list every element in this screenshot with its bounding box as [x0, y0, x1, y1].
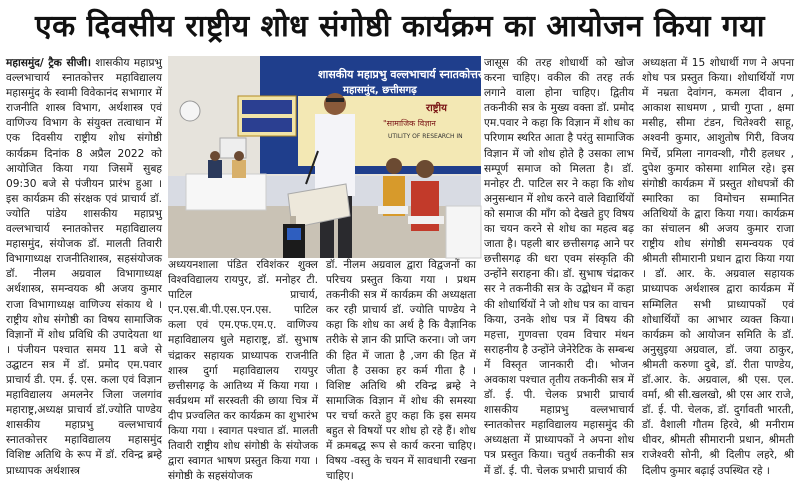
- banner-text-4: "सामाजिक विज्ञान: [383, 119, 436, 128]
- column-1-text: शासकीय महाप्रभु वल्लभाचार्य स्नातकोत्तर महाविद्यालय महासमुंद के स्वामी विवेकानंद सभागार में राजनीति शास्त्र विभाग, अर्थशास्त्र एवं वाणिज्य विभाग के संयुक्त तत्वाधान में एक दिवसीय राष्ट्रीय शोध संगोष्ठी कार्यक्रम दिनांक 8 अप्रैल 2022 को आयोजित किया गया जिसमें सुबह 09:30 बजे से पंजीयन प्रारंभ हुआ । इस कार्यक्रम की संरक्षक एवं प्राचार्य डॉ. ज्योति पांडेय शासकीय महाप्रभु वल्लभाचार्य स्नातकोत्तर महाविद्यालय महासमुंद, संयोजक डॉ. मालती तिवारी विभागाध्यक्ष राजनीतिशास्त्र, सहसंयोजक डॉ. नीलम अग्रवाल विभागाध्यक्ष अर्थशास्त्र, समन्वयक श्री अजय कुमार राजा विभागाध्यक्ष वाणिज्य संकाय थे । राष्ट्रीय शोध संगोष्ठी का विषय सामाजिक विज्ञानों में शोध प्रविधि की उपादेयता था । पंजीयन पश्चात समय 11 बजे से उद्घाटन सत्र में डॉ. प्रमोद एम.पवार प्राचार्य डी. एम. ई. एस. कला एवं विज्ञान महाविद्यालय अमलनेर जिला जलगांव महाराष्ट्र,अध्यक्ष प्राचार्य डॉ.ज्योति पाण्डेय शासकीय महाप्रभु वल्लभाचार्य स्नातकोत्तर महाविद्यालय महासमुंद विशिष्ट अतिथि के रूप में डॉ. रविन्द्र ब्रम्हे प्राध्यापक अर्थशास्त्र: [6, 57, 163, 477]
- photo-illustration: [168, 56, 535, 258]
- article-column-2: [168, 258, 318, 483]
- column-2-text: अध्ययनशाला पंडित रविशंकर शुक्ल विश्वविद्यालय रायपुर, डॉ. मनोहर टी. पाटिल प्राचार्य, एन.एस.बी.पी.एस.एन.एस. पाटिल कला एवं एम.एफ.एम.ए. वाणिज्य महाविद्यालय धुले महाराष्ट्र, डॉ. सुभाष चंद्राकर सहायक प्राध्यापक राजनीति शास्त्र दुर्गा महाविद्यालय रायपुर छत्तीसगढ़ के आतिथ्य में किया गया । सर्वप्रथम माँ सरस्वती की छाया चित्र में दीप प्रज्वलित कर कार्यक्रम का शुभारंभ किया गया । स्वागत पश्चात डॉ. मालती तिवारी राष्ट्रीय शोध संगोष्ठी के संयोजक द्वारा स्वागत भाषण प्रस्तुत किया गया । संगोष्ठी के सहसंयोजक: [168, 259, 318, 483]
- article-column-1: [6, 56, 162, 478]
- speaker: [315, 114, 355, 196]
- table: [186, 174, 266, 210]
- column-4-text: जासूस की तरह शोधार्थी को खोज करना चाहिए। वकील की तरह तर्क लगाने वाला होना चाहिए। द्वितीय तकनीकी सत्र के मुख्य वक्ता डॉ. प्रमोद एम.पवार ने कहा कि विज्ञान में शोध का परिणाम स्थरित आता है परंतु सामाजिक विज्ञान में जो शोध होते है उसका लाभ सम्पूर्ण समाज को मिलता है। डॉ. मनोहर टी. पाटिल सर ने कहा कि शोध अनुसन्धान में शोध करने वाले विद्यार्थियों को समाज की माँग को देखते हुए विषय का चयन करने से शोध का महत्व बढ़ जाता है। पहली बार छत्तीसगढ़ आने पर छत्तीसगढ़ की धरा एवम संस्कृति की उन्होंने सराहना की। डॉ. सुभाष चंद्राकर सर ने तकनीकी सत्र के उद्बोधन में कहा की शोधार्थियों ने जो शोध पत्र का वाचन किया, उनके शोध पत्र में विषय की महत्ता, गुणवत्ता एवम विचार मंथन सराहनीय है उन्होंने जेनेरेटिक के सम्बन्ध में विस्तृत जानकारी दी। भोजन अवकाश पश्चात तृतीय तकनीकी सत्र में डॉ. ई. पी. चेलक प्रभारी प्राचार्य शासकीय महाप्रभु वल्लभाचार्य स्नातकोत्तर महाविद्यालय महासमुंद की अध्यक्षता में प्राध्यापकों ने अपना शोध पत्र प्रस्तुत किया। चतुर्थ तकनीकी सत्र में डॉ. ई. पी. चेलक प्रभारी प्राचार्य की: [484, 57, 634, 477]
- wall-fan: [180, 101, 200, 121]
- column-5-text: अध्यक्षता में 15 शोधार्थी गण ने अपना शोध पत्र प्रस्तुत किया। शोधार्थियों गण में नम्रता देवांगन, कमला दीवान , आकाश साधमण , प्राची गुप्ता , क्षमा मसीह, सीमा टंडन, चितेश्वरी साहू, अश्वनी कुमार, आशुतोष गिरी, विजय मिर्चे, प्रमिला नागवन्शी, गौरी हलधर , दुपेश कुमार कोसमा शामिल रहे। इस संगोष्ठी कार्यक्रम में प्रस्तुत शोधपत्रों की स्मारिका का विमोचन सम्मानित अतिथियों के द्वारा किया गया। कार्यक्रम का संचालन श्री अजय कुमार राजा राष्ट्रीय शोध संगोष्ठी समन्वयक एवं श्रीमती सीमारानी प्रधान द्वारा किया गया । डॉ. आर. के. अग्रवाल सहायक प्राध्यापक अर्थशास्त्र द्वारा कार्यक्रम में सम्मिलित सभी प्राध्यापकों एवं शोधार्थियों का आभार व्यक्त किया। कार्यक्रम को आयोजन समिति के डॉ. अनुसुइया अग्रवाल, डॉ. जया ठाकुर, श्रीमती करुणा दुबे, डॉ. रीता पाण्डेय, डॉ.आर. के. अग्रवाल, श्री एस. एल. वर्मा, श्री सी.खलखो, श्री एस आर राजे, डॉ. ई. पी. चेलक, डॉ. दुर्गावती भारती, डॉ. वैशाली गौतम हिरवे, श्री मनीराम धीवर, श्रीमती सीमारानी प्रधान, श्रीमती राजेश्वरी सोनी, श्री दिलीप लहरे, श्री दिलीप कुमार बढ़ाई उपस्थित रहे ।: [642, 57, 794, 477]
- banner-text-3: राष्ट्रीय: [426, 103, 447, 114]
- article-column-4: [484, 56, 634, 478]
- banner-text-2: महासमुंद, छत्तीसगढ़: [343, 85, 417, 96]
- article-column-5: [642, 56, 794, 478]
- article-column-3: [326, 258, 476, 483]
- banner-text-1: शासकीय महाप्रभु वल्लभाचार्य स्नातकोत्तर महाविद्यालय: [318, 68, 535, 81]
- banner-text-5: UTILITY OF RESEARCH IN: [388, 133, 463, 140]
- dateline: महासमुंद/ ट्रैक सीजी।: [6, 57, 92, 69]
- column-3-text: डॉ. नीलम अग्रवाल द्वारा विद्वजनों का परिचय प्रस्तुत किया गया । प्रथम तकनीकी सत्र में कार्यक्रम की अध्यक्षता कर रही प्राचार्य डॉ. ज्योति पाण्डेय ने कहा कि शोध का अर्थ है कि वैज्ञानिक तरीके से ज्ञान की प्राप्ति करना। जो जग की हित में जाता है ,जग की हित में जीता है उसका हर कर्म गीता है । विशिष्ट अतिथि श्री रविन्द्र ब्रम्हे ने सामाजिक विज्ञान में शोध की समस्या पर चर्चा करते हुए कहा कि इस समय बहुत से विषयों पर शोध हो रहे हैं। शोध में क्रमबद्ध रूप से कार्य करना चाहिए। विषय -वस्तु के चयन में सावधानी रखना चाहिए।: [326, 259, 476, 483]
- headline: एक दिवसीय राष्ट्रीय शोध संगोष्ठी कार्यक्रम का आयोजन किया गया: [35, 9, 765, 44]
- event-photo: [168, 56, 535, 258]
